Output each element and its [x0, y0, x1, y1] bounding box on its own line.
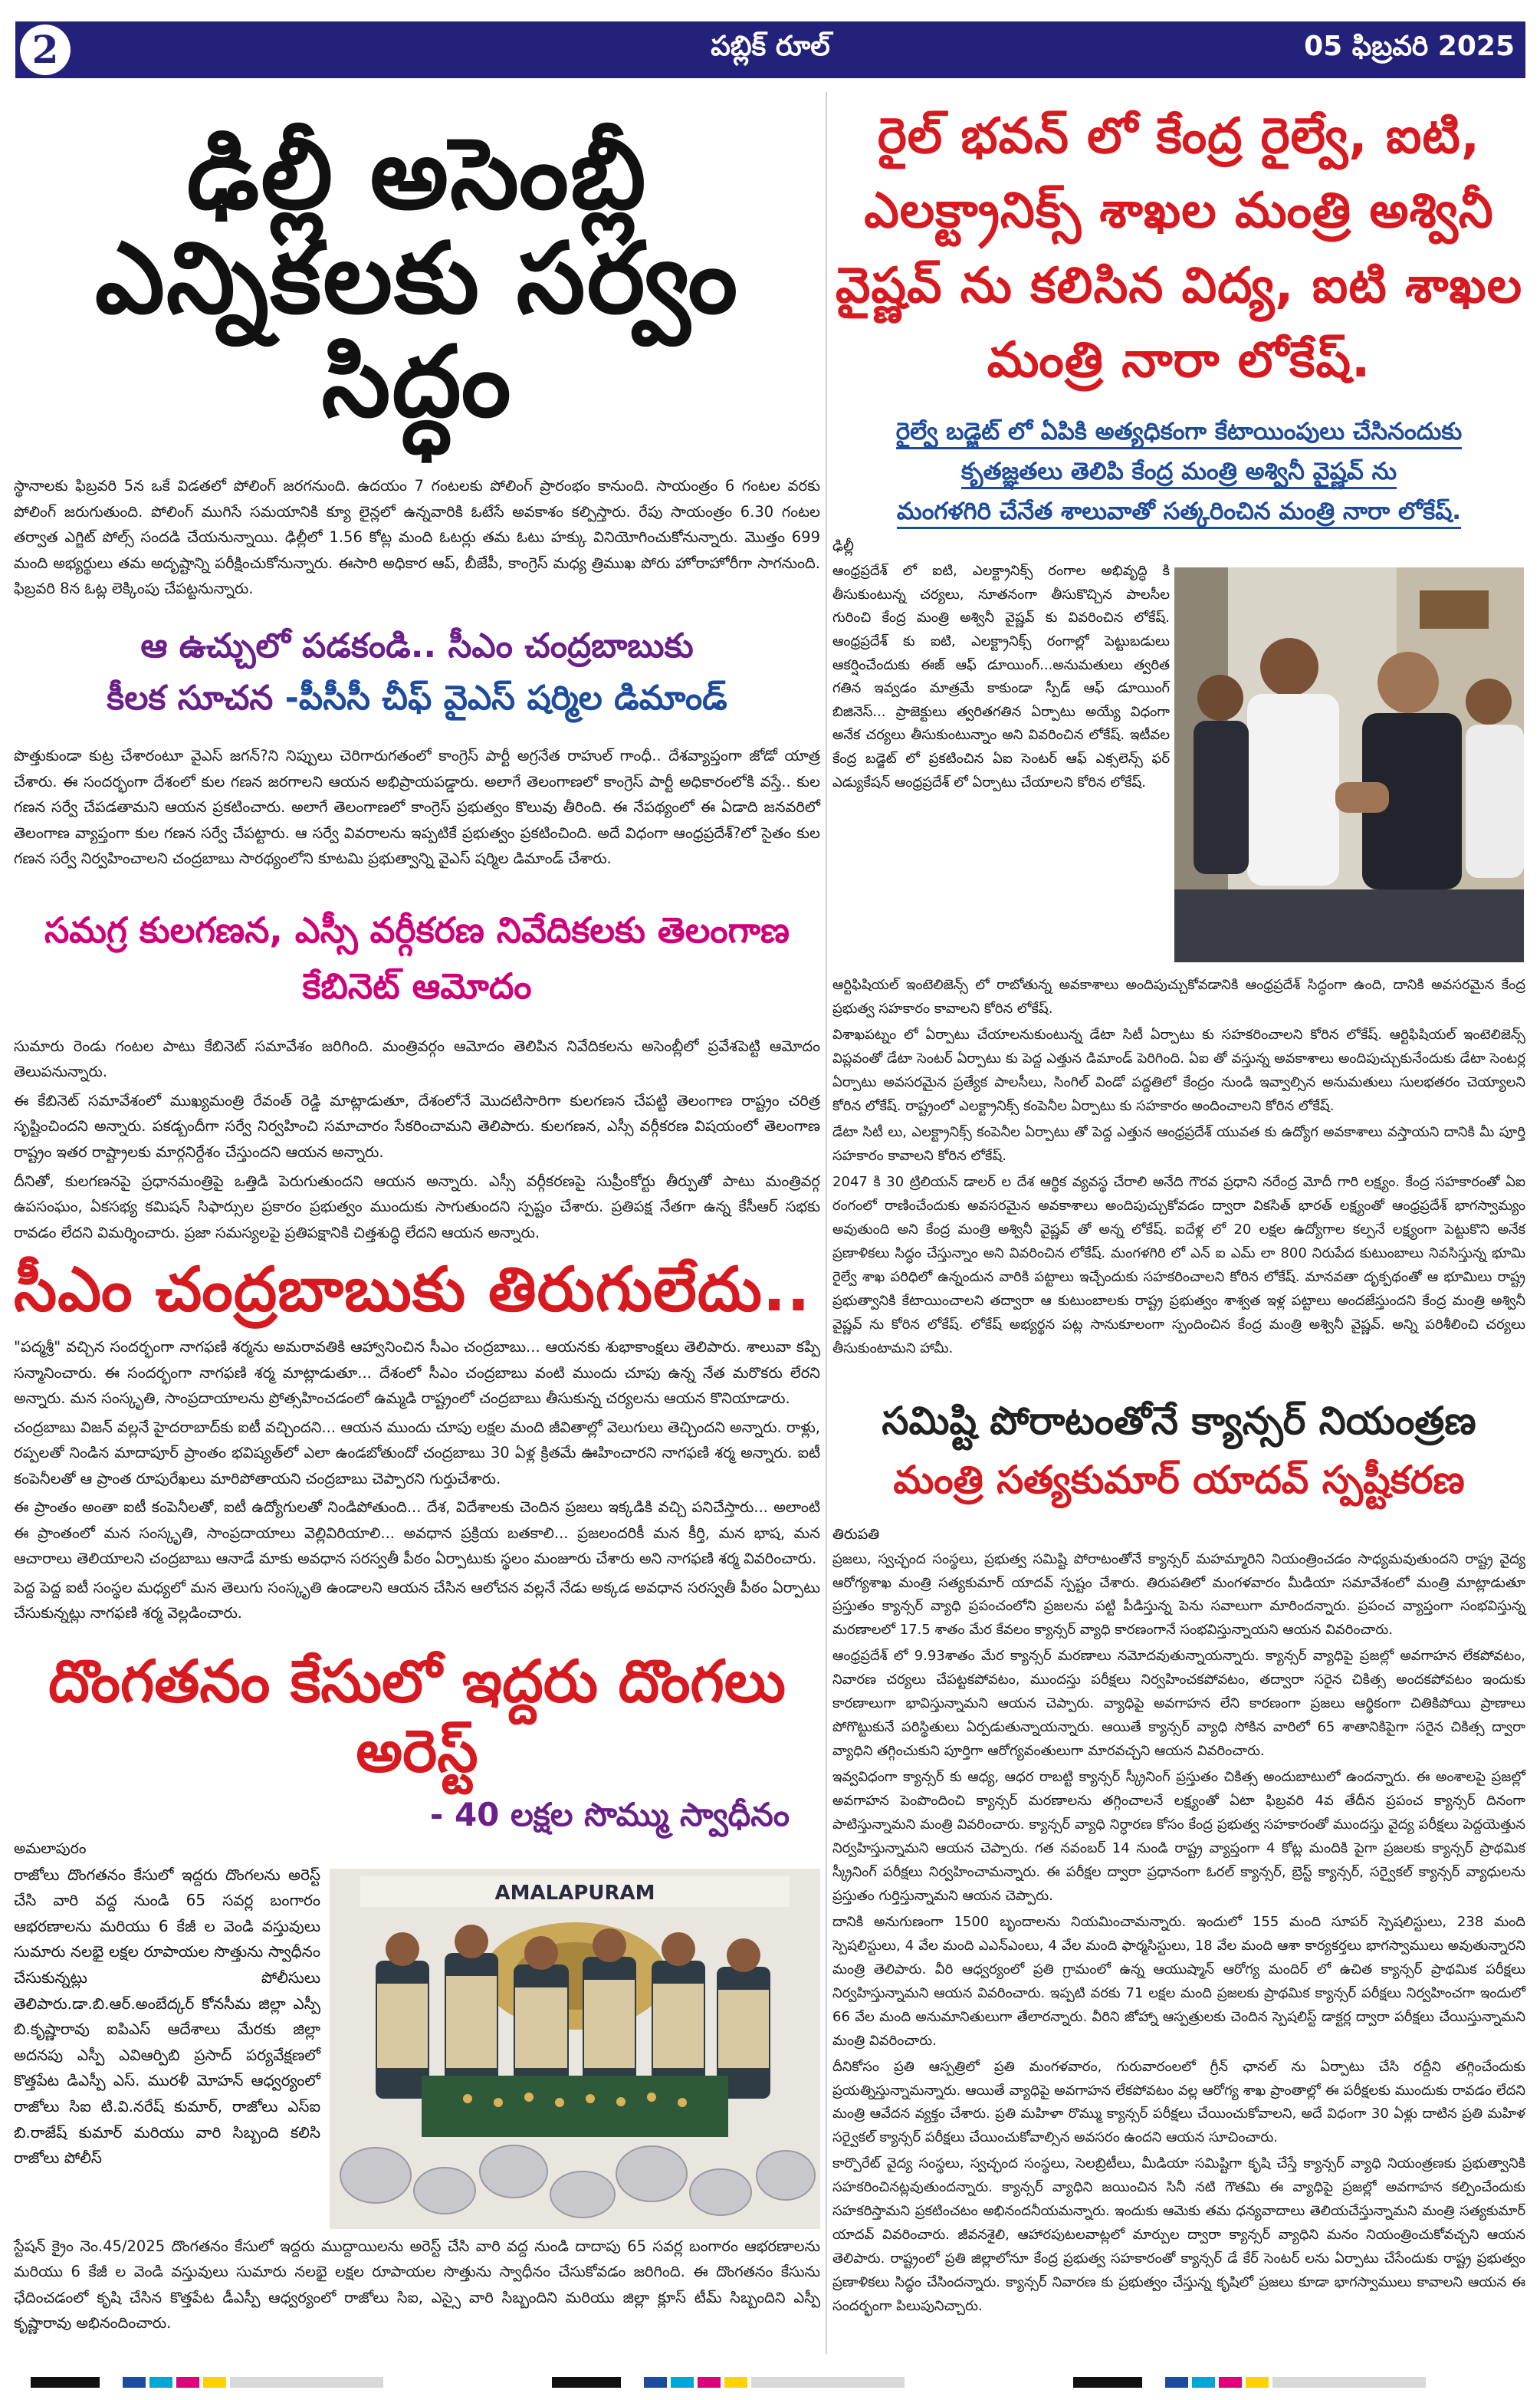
ministers-meeting-photo: [1174, 567, 1524, 962]
caste-article: [14, 902, 820, 1245]
rail-sub-line: మంగళగిరి చేనేత శాలువాతో సత్కరించిన మంత్రి నారా లోకేష్.: [897, 498, 1461, 529]
thieves-article: [14, 1646, 820, 2336]
delhi-paragraph: స్థానాలకు ఫిబ్రవరి 5న ఒకే విడతలో పోలింగ్ జరగనుంది. ఉదయం 7 గంటలకు పోలింగ్ ప్రారంభం కానుంది. సాయంత్రం 6 గంటల వరకు పోలింగ్ జరుగుతుంది. పోలింగ్ ముగిసే సమయానికి క్యూ లైన్లలో ఉన్నవారికి ఓటేసే అవకాశం కల్పిస్తారు. రేపు సాయంత్రం 6.30 గంటల తర్వాత ఎగ్జిట్ పోల్స్ సందడి చేయనున్నాయి. ఢిల్లీలో 1.56 కోట్ల మంది ఓటర్లు తమ ఓటు హక్కు వినియోగించుకోనున్నారు. మొత్తం 699 మంది అభ్యర్థులు తమ అదృష్టాన్ని పరీక్షించుకోనున్నారు. ఈసారి అధికార ఆప్, బీజేపీ, కాంగ్రెస్ మధ్య త్రిముఖ పోరు హోరాహోరీగా సాగనుంది. ఫిబ్రవరి 8న ఓట్ల లెక్కింపు చేపట్టనున్నారు.: [14, 477, 820, 598]
page-number: 2: [20, 25, 71, 75]
caste-body: [14, 1034, 820, 1245]
cancer-paragraph: ఆంధ్రప్రదేశ్ లో 9.93శాతం మేర క్యాన్సర్ మరణాలు నమోదవుతున్నాయన్నారు. క్యాన్సర్ వ్యాధిపై ప్రజల్లో అవగాహన లేకపోవటం, నివారణ చర్యలు చేపట్టకపోవటం, ముందస్తు పరీక్షలు నిర్వహించకపోవటం, తద్వారా సరైన చికిత్స అందకపోవటం ఇందుకు కారణాలుగా భావిస్తున్నామని ఆయన చెప్పారు. వ్యాధిపై అవగాహన లేని కారణంగా ప్రజలు ఆర్థికంగా చితికిపోయి ప్రాణాలు పోగొట్టుకునే పరిస్థితులు ఏర్పడుతున్నాయన్నారు. ఆయితే క్యాన్సర్ వ్యాధి సోకిన వారిలో 65 శాతానికిపైగా సరైన చికిత్స ద్వారా వ్యాధిని తగ్గించుకుని పూర్తిగా ఆరోగ్యవంతులుగా మారవచ్చని ఆయన వివరించారు.: [832, 1648, 1525, 1760]
thieves-dateline: అమలాపురం: [14, 1839, 87, 1857]
sharmila-article: [14, 620, 820, 872]
masthead: [15, 21, 1525, 78]
caste-paragraph: ఈ కేబినెట్ సమావేశంలో ముఖ్యమంత్రి రేవంత్ రెడ్డి మాట్లాడుతూ, దేశంలోనే మొదటిసారిగా కులగణన చేపట్టి తెలంగాణ రాష్ట్రం చరిత్ర సృష్టించిందని అన్నారు. పకడ్బందీగా సర్వే నిర్వహించి సమాచారం సేకరించామని తెలిపారు. కులగణన, ఎస్సీ వర్గీకరణ విషయంలో తెలంగాణ రాష్ట్రం ఇతర రాష్ట్రాలకు మార్గనిర్దేశం చేస్తుందని ఆయన అన్నారు.: [14, 1091, 820, 1162]
delhi-article: [14, 117, 820, 602]
cancer-body: [832, 1548, 1525, 2319]
naidu-paragraph: పెద్ద పెద్ద ఐటీ సంస్థల మధ్యలో మన తెలుగు సంస్కృతి ఉండాలని ఆయన చేసిన ఆలోచన వల్లనే నేడు అక్కడ అవధాన సరస్వతీ పీఠం ఏర్పాటు చేసుకున్నట్లు నాగఫణి శర్మ వెల్లడించారు.: [14, 1578, 820, 1622]
rail-headline-line: మంత్రి నారా లోకేష్.: [987, 331, 1371, 389]
caste-headline-line1: సమగ్ర కులగణన, ఎస్సీ వర్గీకరణ నివేదికలకు తెలంగాణ: [44, 909, 790, 951]
thieves-row: [14, 1862, 820, 2234]
rail-paragraph: డేటా సిటీ లు, ఎలక్ట్రానిక్స్ కంపెనీల ఏర్పాటు తో పెద్ద ఎత్తున ఆంధ్రప్రదేశ్ యువత కు ఉద్యోగ అవకాశాలు వస్తాయని దానికి మీ పూర్తి సహకారం కావాలని కోరిన లోకేష్.: [832, 1124, 1525, 1164]
naidu-body: [14, 1334, 820, 1626]
sharmila-headline-line1: ఆ ఉచ్చులో పడకండి.. సీఎం చంద్రబాబుకు: [140, 626, 694, 666]
naidu-article: [14, 1254, 820, 1626]
sharmila-body: [14, 743, 820, 872]
cancer-paragraph: ప్రజలు, స్వచ్ఛంద సంస్థలు, ప్రభుత్వ సమిష్టి పోరాటంతోనే క్యాన్సర్ మహమ్మారిని నియంత్రించడం సాధ్యమవుతుందని రాష్ట్ర వైద్య ఆరోగ్యశాఖ మంత్రి సత్యకుమార్ యాదవ్ స్పష్టం చేశారు. తిరుపతిలో మంగళవారం మీడియా సమావేశంలో మంత్రి మాట్లాడుతూ ప్రస్తుతం క్యాన్సర్ వ్యాధి ప్రపంచంలోని ప్రజలను పట్టి పీడిస్తున్న పెను సవాలుగా మారిందన్నారు. ప్రపంచ వ్యాప్తంగా సంభవిస్తున్న మరణాలలో 17.5 శాతం మేర కేవలం క్యాన్సర్ వ్యాధి కారణంగానే సంభవిస్తున్నాయని ఆయన వివరించారు.: [832, 1550, 1525, 1639]
cancer-paragraph: దీనికోసం ప్రతి ఆస్పత్రిలో ప్రతి మంగళవారం, గురువారంలలో గ్రీన్ ఛానల్ ను ఏర్పాటు చేసి రద్దీని తగ్గించేందుకు ప్రయత్నిస్తున్నామన్నారు. ఆయితే వ్యాధిపై అవగాహన లేకపోవటం వల్ల ఆరోగ్య శాఖ ప్రాంతాల్లో ఈ పరీక్షలకు ముందుకు రావడం లేదని మంత్రి ఆవేదన వ్యక్తం చేశారు. ప్రతి మహిళా రొమ్ము క్యాన్సర్ పరీక్షలు చేయించుకోవాలని, అదే విధంగా 30 ఏళ్లు దాటిన ప్రతి మహిళ సర్వైకల్ క్యాన్సర్ పరీక్షలు చేయించుకోవాల్సిన అవసరం ఉందని ఆయన సూచించారు.: [832, 2058, 1525, 2146]
rail-paragraph: 2047 కి 30 ట్రిలియన్ డాలర్ ల దేశ ఆర్థిక వ్యవస్థ చేరాలి అనేది గౌరవ ప్రధాని నరేంద్ర మోదీ గారి లక్ష్యం. కేంద్ర సహకారంతో ఏఐ రంగంలో రాణించేందుకు అవసరమైన అవకాశాలు అందిపుచ్చుకోవడం ద్వారా వికసిత్ భారత్ లక్ష్యంతో ఆంధ్రప్రదేశ్ భాగస్వామ్యం అవుతుంది అని కేంద్ర మంత్రి అశ్వినీ వైష్ణవ్ తో అన్న లోకేష్. ఐదేళ్ల లో 20 లక్షల ఉద్యోగాల కల్పనే లక్ష్యంగా పెట్టుకొని అనేక ప్రణాళికలు సిద్ధం చేస్తున్నాం అని వివరించిన లోకేష్. మంగళగిరి లో ఎన్ ఐ ఎమ్ లా 800 నిరుపేద కుటుంబాలు నివసిస్తున్న భూమి రైల్వే శాఖ పరిధిలో ఉన్నందున వారికి పట్టాలు ఇచ్చేందుకు సహకరించాలని కోరిన లోకేష్. మానవతా దృక్పథంతో ఆ భూమిలు రాష్ట్ర ప్రభుత్వానికి కేటాయించాలని తద్వారా ఆ కుటుంబాలకు రాష్ట్ర ప్రభుత్వం శాశ్వత ఇళ్ల పట్టాలు అందజేస్తుందని కేంద్ర మంత్రి అశ్వినీ వైష్ణవ్ ను కోరిన లోకేష్. లోకేష్ అభ్యర్థన పట్ల సానుకూలంగా స్పందించిన కేంద్ర మంత్రి అశ్వినీ వైష్ణవ్. అన్ని పరిశీలించి చర్యలు తీసుకుంటామని హామీ.: [832, 1173, 1525, 1356]
cancer-headline-line1: సమిష్టి పోరాటంతోనే క్యాన్సర్ నియంత్రణ: [882, 1398, 1476, 1443]
police-recovery-photo: [330, 1869, 820, 2229]
rail-sub-line: రైల్వే బడ్జెట్ లో ఏపికి అత్యధికంగా కేటాయింపులు చేసినందుకు: [896, 418, 1463, 449]
police-recovery-illustration: [330, 1869, 820, 2229]
cancer-dateline: తిరుపతి: [832, 1525, 880, 1543]
rail-headline-line: వైష్ణవ్ ను కలిసిన విద్య, ఐటి శాఖల: [835, 257, 1523, 314]
thieves-paragraph: స్టేషన్ క్రైం నెం.45/2025 దొంగతనం కేసులో ఇద్దరు ముద్దాయిలను అరెస్ట్ చేసి వారి వద్ద నుండి దాదాపు 65 సవర్ల బంగారం ఆభరణాలను మరియు 6 కేజీ ల వెండి వస్తువులు సుమారు నలభై లక్షల రూపాయల సొత్తును స్వాధీనం చేసుకోవడం జరిగింది. ఈ దొంగతనం కేసును ఛేదించడంలో కృషి చేసిన కొత్తపేట డీఎస్పీ ఆధ్వర్యంలో రాజోలు సిఐ, ఎస్సై వారి సిబ్బందిని మరియు జిల్లా క్లూస్ టీమ్ సిబ్బందిని ఎస్పీ కృష్ణారావు అభినందించారు.: [14, 2237, 820, 2333]
rail-paragraph: విశాఖపట్నం లో ఏర్పాటు చేయాలనుకుంటున్న డేటా సిటీ ఏర్పాటు కు సహకరించాలని కోరిన లోకేష్. ఆర్టిఫిషియల్ ఇంటెలిజెన్స్ విప్లవంతో డేటా సెంటర్ ఏర్పాటు కు పెద్ద ఎత్తున డిమాండ్ పెరిగింది. ఏఐ తో వస్తున్న అవకాశాలు అందిపుచ్చుకునేందుకు డేటా సెంటర్ల ఏర్పాటు అవసరమైన ప్రత్యేక పాలసీలు, సింగిల్ విండో పద్దతిలో కేంద్రం నుండి ఇవ్వాల్సిన అనుమతులు సులభతరం చెయ్యాలని కోరిన లోకేష్. రాష్ట్రంలో ఎలక్ట్రానిక్స్ కంపెనీల ఏర్పాటు కు సహకారం అందించాలని కోరిన లోకేష్.: [832, 1027, 1525, 1115]
thieves-headline: దొంగతనం కేసులో ఇద్దరు దొంగలు అరెస్ట్: [48, 1646, 786, 1786]
photo-banner-text: AMALAPURAM: [494, 1881, 655, 1905]
paper-name: పబ్లిక్ రూల్: [711, 31, 830, 62]
naidu-paragraph: చంద్రబాబు విజన్ వల్లనే హైదరాబాద్‌కు ఐటీ వచ్చిందని... ఆయన ముందు చూపు లక్షల మంది జీవితాల్లో వెలుగులు తెచ్చిందని అన్నారు. రాళ్లు, రప్పలతో నిండిన మాదాపూర్ ప్రాంతం భవిష్యత్‌లో ఎలా ఉండబోతుందో చంద్రబాబు 30 ఏళ్ల క్రితమే ఊహించారని నాగఫణి శర్మ అన్నారు. ఐటీ కంపెనీలతో ఆ ప్రాంత రూపురేఖలు మారిపోతాయని చంద్రబాబు చెప్పారని గుర్తుచేశారు.: [14, 1418, 820, 1488]
sharmila-headline-line2: [14, 672, 820, 725]
naidu-headline: సీఎం చంద్రబాబుకు తిరుగులేదు..: [14, 1254, 811, 1326]
delhi-body: [14, 473, 820, 602]
column-divider: [826, 92, 827, 2354]
caste-paragraph: దీనితో, కులగణనపై ప్రధానమంత్రిపై ఒత్తిడి పెరుగుతుందని ఆయన అన్నారు. ఎస్సీ వర్గీకరణపై సుప్రీంకోర్టు తీర్పుతో పాటు మంత్రివర్గ ఉపసంఘం, ఏకసభ్య కమిషన్ సిఫార్సుల ప్రకారం ప్రభుత్వం ముందుకు సాగుతుందని స్పష్టం చేశారు. ప్రతిపక్ష నేతగా ఉన్న కేసీఆర్ సభకు రావడం లేదని విమర్శించారు. ప్రజా సమస్యలపై ప్రతిపక్షానికి చిత్తశుద్ధి లేదని ఆయన అన్నారు.: [14, 1172, 820, 1241]
ministers-meeting-illustration: [1174, 567, 1524, 962]
naidu-paragraph: ఈ ప్రాంతం అంతా ఐటీ కంపెనీలతో, ఐటీ ఉద్యోగులతో నిండిపోతుంది... దేశ, విదేశాలకు చెందిన ప్రజలు ఇక్కడికి వచ్చి పనిచేస్తారు... అలాంటి ఈ ప్రాంతంలో మన సంస్కృతి, సాంప్రదాయాలు వెల్లివిరియాలి... అవధాన ప్రక్రియ బతకాలి... ప్రజలందరికీ మన కీర్తి, మన భాష, మన ఆచారాలు తెలియాలని చంద్రబాబు ఆనాడే మాకు అవధాన సరస్వతీ పీఠం ఏర్పాటుకు స్థలం మంజూరు చేశారు అని నాగఫణి శర్మ వివరించారు.: [14, 1498, 820, 1568]
cancer-article: [832, 1392, 1525, 2319]
sharmila-headline: [14, 620, 820, 725]
caste-paragraph: సుమారు రెండు గంటల పాటు కేబినెట్ సమావేశం జరిగింది. మంత్రివర్గం ఆమోదం తెలిపిన నివేదికలను అసెంబ్లీలో ప్రవేశపెట్టి ఆమోదం తెలుపనున్నారు.: [14, 1037, 820, 1081]
rail-subheadline: [832, 412, 1525, 531]
thieves-body: [14, 2234, 820, 2336]
thieves-side-text: రాజోలు దొంగతనం కేసులో ఇద్దరు దొంగలను అరెస్ట్ చేసి వారి వద్ద నుండి 65 సవర్ల బంగారం ఆభరణాలను మరియు 6 కేజీ ల వెండి వస్తువులు సుమారు నలభై లక్షల రూపాయల సొత్తును స్వాధీనం చేసుకున్నట్లు పోలీసులు తెలిపారు.డా.బి.ఆర్.అంబేద్కర్ కోనసీమ జిల్లా ఎస్పీ బి.కృష్ణారావు ఐపిఎస్ ఆదేశాలు మేరకు జిల్లా అదనపు ఎస్పీ ఎవిఆర్పిబి ప్రసాద్ పర్యవేక్షణలో కొత్తపేట డిఎస్పీ ఎస్. మురళీ మోహన్ ఆధ్వర్యంలో రాజోలు సిఐ టి.వి.నరేష్ కుమార్, రాజోలు ఎస్ఐ బి.రాజేష్ కుమార్ మరియు వారి సిబ్బంది కలిసి రాజోలు పోలీస్: [14, 1865, 320, 2168]
issue-date: 05 ఫిబ్రవరి 2025: [1304, 31, 1515, 62]
right-column: [832, 92, 1525, 2321]
rail-article: [832, 100, 1525, 1361]
rail-headline: [832, 100, 1525, 398]
delhi-headline-line1: ఢిల్లీ అసెంబ్లీ: [186, 117, 648, 232]
rail-row: [832, 560, 1525, 974]
sharmila-headline-byline: -పీసీసీ చీఫ్ వైఎస్ షర్మిల డిమాండ్: [273, 678, 727, 718]
rail-headline-line: ఎలక్ట్రానిక్స్ శాఖల మంత్రి అశ్వినీ: [864, 182, 1494, 240]
sharmila-headline-kicker: కీలక సూచన: [107, 678, 274, 718]
cancer-paragraph: దానికి అనుగుణంగా 1500 బృందాలను నియమించామన్నారు. ఇందులో 155 మంది సూపర్ స్పెషలిస్టులు, 238 మంది స్పెషలిస్టులు, 4 వేల మంది ఎఎన్ఎంలు, 4 వేల మంది ఫార్మసిస్టులు, 18 వేల మంది ఆశా కార్యకర్తలు భాగస్వాములు అవుతున్నారని మంత్రి తెలిపారు. వీరి ఆధ్వర్యంలో ప్రతి గ్రామంలో ఉన్న ఆయుష్మాన్ ఆరోగ్య మందిర్ లో ఉచిత క్యాన్సర్ ప్రాథమిక పరీక్షలు నిర్వహిస్తున్నామని ఆయన వివరించారు. ఇప్పటి వరకు 71 లక్షల మంది ప్రజలకు ప్రాథమిక క్యాన్సర్ పరీక్షలు నిర్వహించగా ఇందులో 66 వేల మంది అనుమానితులుగా తేలారన్నారు. వీరిని జోహ్నా ఆస్పత్రులకు చెందిన స్పెషలిస్ట్ డాక్టర్ల ద్వారా పరీక్షలు చేయిస్తున్నామని మంత్రి వివరించారు.: [832, 1913, 1525, 2049]
rail-side-text: ఆంధ్రప్రదేశ్ లో ఐటి, ఎలక్ట్రానిక్స్ రంగాల అభివృద్ధి కి తీసుకుంటున్న చర్యలు, నూతనంగా తీసుకొచ్చిన పాలసీల గురించి కేంద్ర మంత్రి అశ్వినీ వైష్ణవ్ కు వివరించిన లోకేష్. ఆంధ్రప్రదేశ్ కు ఐటి, ఎలక్ట్రానిక్స్ రంగాల్లో పెట్టుబడులు ఆకర్షించేందుకు ఈజ్ ఆఫ్ డూయింగ్...అనుమతులు త్వరిత గతిన ఇవ్వడం మాత్రమే కాకుండా స్పీడ్ ఆఫ్ డూయింగ్ బిజినెస్... ప్రాజెక్టులు త్వరితగతిన ఏర్పాటు అయ్యే విధంగా అనేక చర్యలు తీసుకుంటున్నాం అని వివరించిన లోకేష్. ఇటీవల కేంద్ర బడ్జెట్ లో ప్రకటించిన ఏఐ సెంటర్ ఆఫ్ ఎక్సలెన్స్ ఫర్ ఎడ్యుకేషన్ ఆంధ్రప్రదేశ్ లో ఏర్పాటు చేయాలని కోరిన లోకేష్.: [832, 563, 1170, 791]
caste-headline-line2: కేబినెట్ ఆమోదం: [302, 965, 532, 1008]
sharmila-paragraph: పొత్తుకుండా కుట్ర చేశారంటూ వైఎస్ జగన్?ని నిప్పులు చెరిగారుగతంలో కాంగ్రెస్ పార్టీ అగ్రనేత రాహుల్ గాంధీ.. దేశవ్యాప్తంగా జోడో యాత్ర చేశారు. ఈ సందర్భంగా దేశంలో కుల గణన జరగాలని ఆయన అభిప్రాయపడ్డారు. అలాగే తెలంగాణలో కాంగ్రెస్ పార్టీ అధికారంలోకి వస్తే.. కుల గణన సర్వే చేపడతామని ఆయన ప్రకటించారు. అలాగే తెలంగాణలో కాంగ్రెస్ ప్రభుత్వం కొలువు తీరింది. ఈ నేపథ్యంలో ఈ ఏడాది జనవరిలో తెలంగాణ వ్యాప్తంగా కుల గణన సర్వే చేపట్టారు. ఆ సర్వే వివరాలను ఇప్పటికే ప్రభుత్వం ప్రకటించింది. అదే విధంగా ఆంధ్రప్రదేశ్?లో సైతం కుల గణన సర్వే నిర్వహించాలని చంద్రబాబు సారథ్యంలోని కూటమి ప్రభుత్వాన్ని వైఎస్ షర్మిల డిమాండ్ చేశారు.: [14, 747, 820, 868]
cancer-headline: [832, 1392, 1525, 1511]
naidu-paragraph: "పద్మశ్రీ" వచ్చిన సందర్భంగా నాగఫణి శర్మను అమరావతికి ఆహ్వానించిన సీఎం చంద్రబాబు... ఆయనకు శుభాకాంక్షలు తెలిపారు. శాలువా కప్పి సన్మానించారు. ఈ సందర్భంగా నాగఫణి శర్మ మాట్లాడుతూ... దేశంలో సీఎం చంద్రబాబు వంటి ముందు చూపు ఉన్న నేత మరొకరు లేరని అన్నారు. మన సంస్కృతి, సాంప్రదాయాలను ప్రోత్సహించడంలో ఉమ్మడి రాష్ట్రంలో చంద్రబాబు తీసుకున్న చర్యలను ఆయన కొనియాడారు.: [14, 1338, 820, 1408]
cancer-paragraph: ఇవ్వవిధంగా క్యాన్సర్ కు ఆధ్య, ఆధర రాబట్టి క్యాన్సర్ స్క్రీనింగ్ ప్రస్తుతం చికిత్స అందుబాటులో ఉందన్నారు. ఈ అంశాలపై ప్రజల్లో అవగాహన పెంపొందించి క్యాన్సర్ మరణాలను తగ్గించాలనే లక్ష్యంతో ఏటా ఫిబ్రవరి 4వ తేదీన ప్రపంచ క్యాన్సర్ దినంగా పాటిస్తున్నామని మంత్రి వివరించారు. క్యాన్సర్ వ్యాధి నిర్ధారణ కోసం కేంద్ర ప్రభుత్వ సహకారంతో ముందస్తు వైద్య పరీక్షలు పెద్దయెత్తున నిర్వహిస్తున్నామని ఆయన చెప్పారు. గత నవంబర్ 14 నుండి రాష్ట్ర వ్యాప్తంగా 4 కోట్ల మందికి పైగా ప్రజలకు క్యాన్సర్ ప్రాథమిక స్క్రీనింగ్ పరీక్షలు నిర్వహించామన్నారు. ఈ పరీక్షల ద్వారా ప్రధానంగా ఓరల్ క్యాన్సర్, బ్రెస్ట్ క్యాన్సర్, సర్వైకల్ క్యాన్సర్ వ్యాధులను ప్రస్తుతం గుర్తిస్తున్నామని ఆయన చెప్పారు.: [832, 1769, 1525, 1904]
caste-headline: [14, 902, 820, 1015]
rail-sub-line: కృతజ్ఞతలు తెలిపి కేంద్ర మంత్రి అశ్వినీ వైష్ణవ్ ను: [961, 458, 1397, 489]
delhi-headline-line2: ఎన్నికలకు సర్వం సిద్ధం: [94, 221, 740, 440]
cancer-headline-line2: మంత్రి సత్యకుమార్ యాదవ్ స్పష్టీకరణ: [893, 1458, 1465, 1503]
rail-paragraph: ఆర్టిఫిషియల్ ఇంటెలిజెన్స్ లో రాబోతున్న అవకాశాలు అందిపుచ్చుకోవడానికి ఆంధ్రప్రదేశ్ సిద్ధంగా ఉంది, దానికి అవసరమైన కేంద్ర ప్రభుత్వ సహకారం కావాలని కోరిన లోకేష్.: [832, 977, 1525, 1018]
thieves-subhead: - 40 లక్షల సొమ్ము స్వాధీనం: [429, 1796, 790, 1834]
rail-headline-line: రైల్ భవన్ లో కేంద్ర రైల్వే, ఐటి,: [877, 108, 1481, 165]
delhi-headline: [14, 117, 820, 440]
cancer-paragraph: కార్పొరేట్ వైద్య సంస్థలు, స్వచ్ఛంద సంస్థలు, సెలబ్రిటీలు, మీడియా సమిష్టిగా కృషి చేస్తే క్యాన్సర్ వ్యాధి నియంత్రణకు ప్రభుత్వానికి సహకరించినట్లవుతుందన్నారు. క్యాన్సర్ వ్యాధిని జయించిన సినీ నటి గౌతమి ఈ వ్యాధిపై ప్రజల్లో అవగాహన కల్పించేందుకు సహకరిస్తామని ప్రకటించటం అభినందనీయమన్నారు. ఇందుకు ఆమెకు తమ ధన్యవాదాలు తెలియచేస్తున్నామని మంత్రి సత్యకుమార్ యాదవ్ వివరించారు. జీవనశైలి, ఆహారపుటలవాట్లలో మార్పుల ద్వారా క్యాన్సర్ వ్యాధిని మనం నియంత్రించుకోవచ్చని ఆయన తెలిపారు. రాష్ట్రంలో ప్రతి జిల్లాలోనూ కేంద్ర ప్రభుత్వ సహకారంతో క్యాన్సర్ డే కేర్ సెంటర్ లను ఏర్పాటు చేసేందుకు రాష్ట్ర ప్రభుత్వం ప్రణాళికలు సిద్ధం చేసిందన్నారు. క్యాన్సర్ నివారణ కు ప్రభుత్వం చేస్తున్న కృషిలో ప్రజలు కూడా భాగస్వాములు కావాలని ఆయన ఈ సందర్భంగా పిలుపునిచ్చారు.: [832, 2155, 1525, 2315]
rail-body: [832, 974, 1525, 1360]
left-column: [14, 92, 820, 2339]
rail-dateline: ఢిల్లీ: [832, 538, 854, 555]
print-registration-bar: [0, 2377, 1540, 2388]
